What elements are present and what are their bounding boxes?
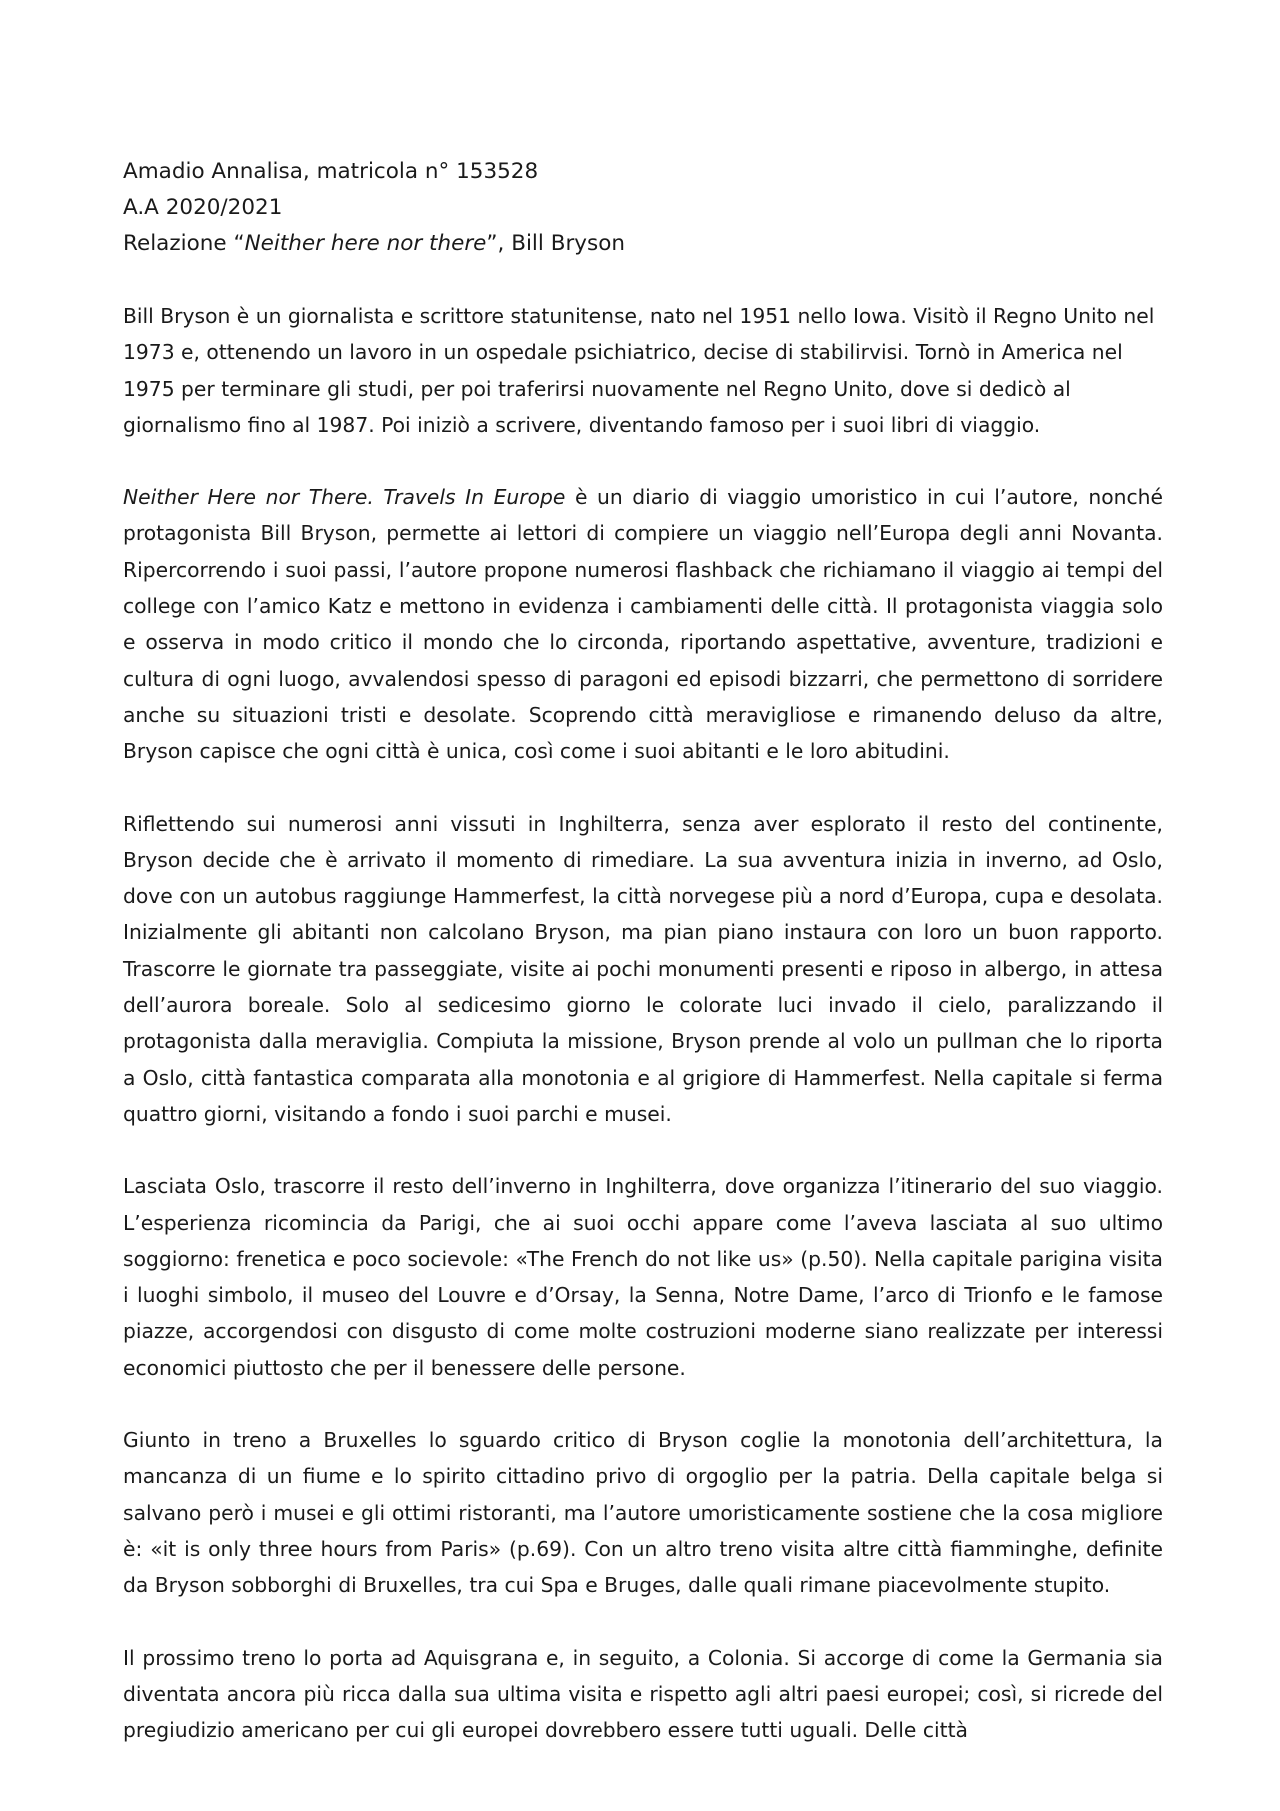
academic-year-line: A.A 2020/2021 xyxy=(123,195,283,220)
report-book-title: Neither here nor there xyxy=(244,231,487,256)
paragraph-brussels: Giunto in treno a Bruxelles lo sguardo critico di Bryson coglie la monotonia dell’architettura, la mancanza di un fiume e lo spirito cittadino privo di orgoglio per la patria. Della capitale belga si salvano però i musei e gli ottimi ristoranti, ma l’autore umoristicamente sostiene che la cosa migliore è: «it is only three hours from Paris» (p.69). Con un altro treno visita altre città fiamminghe, definite da Bryson sobborghi di Bruxelles, tra cui Spa e Bruges, dalle quali rimane piacevolmente stupito. xyxy=(123,1428,1163,1598)
paragraph-intro xyxy=(123,479,1163,769)
author-line: Amadio Annalisa, matricola n° 153528 xyxy=(123,159,539,184)
document-page xyxy=(123,154,1163,1748)
paragraph-bio: Bill Bryson è un giornalista e scrittore statunitense, nato nel 1951 nello Iowa. Visitò il Regno Unito nel 1973 e, ottenendo un lavoro in un ospedale psichiatrico, decise di stabilirvisi. Tornò in America nel 1975 per terminare gli studi, per poi traferirsi nuovamente nel Regno Unito, dove si dedicò al giornalismo fino al 1987. Poi iniziò a scrivere, diventando famoso per i suoi libri di viaggio. xyxy=(123,304,1155,437)
paragraph-norway: Riflettendo sui numerosi anni vissuti in Inghilterra, senza aver esplorato il resto del continente, Bryson decide che è arrivato il momento di rimediare. La sua avventura inizia in inverno, ad Oslo, dove con un autobus raggiunge Hammerfest, la città norvegese più a nord d’Europa, cupa e desolata. Inizialmente gli abitanti non calcolano Bryson, ma pian piano instaura con loro un buon rapporto. Trascorre le giornate tra passeggiate, visite ai pochi monumenti presenti e riposo in albergo, in attesa dell’aurora boreale. Solo al sedicesimo giorno le colorate luci invado il cielo, paralizzando il protagonista dalla meraviglia. Compiuta la missione, Bryson prende al volo un pullman che lo riporta a Oslo, città fantastica comparata alla monotonia e al grigiore di Hammerfest. Nella capitale si ferma quattro giorni, visitando a fondo i suoi parchi e musei. xyxy=(123,811,1163,1126)
paragraph-paris: Lasciata Oslo, trascorre il resto dell’inverno in Inghilterra, dove organizza l’itinerario del suo viaggio. L’esperienza ricomincia da Parigi, che ai suoi occhi appare come l’aveva lasciata al suo ultimo soggiorno: frenetica e poco socievole: «The French do not like us» (p.50). Nella capitale parigina visita i luoghi simbolo, il museo del Louvre e d’Orsay, la Senna, Notre Dame, l’arco di Trionfo e le famose piazze, accorgendosi con disgusto di come molte costruzioni moderne siano realizzate per interessi economici piuttosto che per il benessere delle persone. xyxy=(123,1174,1163,1380)
report-title-line xyxy=(123,226,1163,262)
document-header xyxy=(123,154,1163,262)
paragraph-germany: Il prossimo treno lo porta ad Aquisgrana e, in seguito, a Colonia. Si accorge di come la Germania sia diventata ancora più ricca dalla sua ultima visita e rispetto agli altri paesi europei; così, si ricrede del pregiudizio americano per cui gli europei dovrebbero essere tutti uguali. Delle città xyxy=(123,1645,1163,1743)
report-title-suffix: ”, Bill Bryson xyxy=(486,231,626,256)
paragraph-intro-text: è un diario di viaggio umoristico in cui l’autore, nonché protagonista Bill Bryson, permette ai lettori di compiere un viaggio nell’Europa degli anni Novanta. Ripercorrendo i suoi passi, l’autore propone numerosi flashback che richiamano il viaggio ai tempi del college con l’amico Katz e mettono in evidenza i cambiamenti delle città. Il protagonista viaggia solo e osserva in modo critico il mondo che lo circonda, riportando aspettative, avventure, tradizioni e cultura di ogni luogo, avvalendosi spesso di paragoni ed episodi bizzarri, che permettono di sorridere anche su situazioni tristi e desolate. Scoprendo città meravigliose e rimanendo deluso da altre, Bryson capisce che ogni città è unica, così come i suoi abitanti e le loro abitudini. xyxy=(123,485,1163,764)
book-full-title: Neither Here nor There. Travels In Europe xyxy=(123,485,566,510)
report-title-prefix: Relazione “ xyxy=(123,231,245,256)
